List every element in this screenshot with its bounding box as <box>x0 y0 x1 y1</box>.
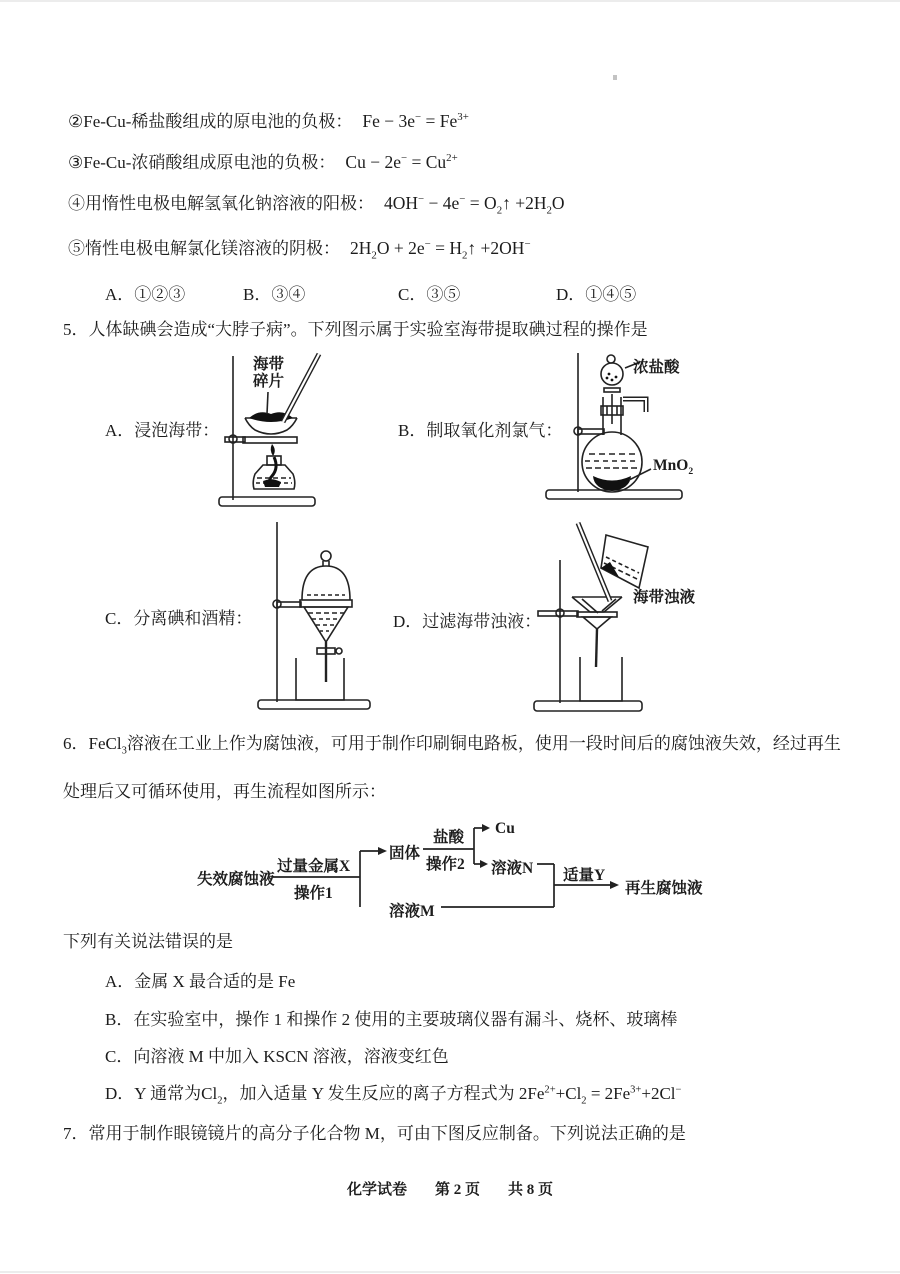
flow-node-end: 再生腐蚀液 <box>625 880 703 897</box>
kelp-suspension-label: 海带浊液 <box>633 589 696 606</box>
footer-paper-title: 化学试卷 <box>346 1182 407 1198</box>
scan-artifact-dot <box>613 75 617 80</box>
q6-intro-line2: 处理后又可循环使用，再生流程如图所示： <box>63 782 386 801</box>
statement-3-label: ③Fe-Cu-浓硝酸组成原电池的负极： <box>68 153 336 172</box>
q5-text: 5．人体缺碘会造成“大脖子病”。下列图示属于实验室海带提取碘过程的操作是 <box>63 320 648 339</box>
filtration-apparatus-svg <box>488 515 708 715</box>
flow-node-solid: 固体 <box>389 845 421 862</box>
flow-node-solution-m: 溶液M <box>389 903 435 920</box>
statement-line-3 <box>68 151 458 175</box>
q5-option-d-label: D．过滤海带浊液： <box>393 612 542 631</box>
filtration-apparatus-figure <box>488 515 708 715</box>
q4-choice-d: D．①④⑤ <box>556 285 637 304</box>
q6-question: 下列有关说法错误的是 <box>63 932 233 951</box>
statement-5-label: ⑤惰性电极电解氯化镁溶液的阴极： <box>68 239 340 258</box>
mno2-label: MnO$_2$ <box>653 457 694 478</box>
scan-edge-bottom <box>0 1271 900 1273</box>
footer-page-number: 第 2 页 <box>434 1182 480 1198</box>
statement-5-formula: $2H_2O + 2e^-$ = $H_2↑ +2OH^-$ <box>350 238 531 262</box>
statement-line-2 <box>68 110 469 134</box>
flow-edge1-bottom-label: 操作1 <box>294 885 333 902</box>
q6-option-c: C．向溶液 M 中加入 KSCN 溶液，溶液变红色 <box>105 1047 449 1066</box>
statement-line-4 <box>68 192 565 216</box>
separating-funnel-figure <box>252 522 377 714</box>
flow-node-cu: Cu <box>495 820 515 837</box>
chlorine-generator-figure <box>545 350 710 505</box>
q5-option-c-label: C．分离碘和酒精： <box>105 609 253 628</box>
flow-edge1-top-label: 过量金属X <box>277 858 351 875</box>
q7-text: 7．常用于制作眼镜镜片的高分子化合物 M，可由下图反应制备。下列说法正确的是 <box>63 1124 686 1143</box>
q6-option-d: D．Y 通常为$Cl_2$，加入适量 Y 发生反应的离子方程式为 $2Fe^{2+}+Cl_2 = 2Fe^{3+}+2Cl^-$ <box>105 1084 682 1107</box>
flow-edge2-top-label: 盐酸 <box>433 829 465 846</box>
statement-4-formula: $4OH^- - 4e^- = O_2↑ +2H_2O$ <box>384 193 565 217</box>
statement-4-label: ④用惰性电极电解氢氧化钠溶液的阳极： <box>68 194 374 213</box>
statement-3-formula: $Cu - 2e^- = Cu^{2+}$ <box>345 152 458 172</box>
q6-option-b: B．在实验室中，操作 1 和操作 2 使用的主要玻璃仪器有漏斗、烧杯、玻璃棒 <box>105 1010 678 1029</box>
flow-node-solution-n: 溶液N <box>491 860 534 877</box>
flow-edge3-top-label: 适量Y <box>563 867 606 884</box>
q6-option-a: A．金属 X 最合适的是 Fe <box>105 972 296 991</box>
q4-choice-c: C．③⑤ <box>398 285 461 304</box>
q6-intro-line1: 6．FeCl$_3$溶液在工业上作为腐蚀液，可用于制作印刷铜电路板，使用一段时间后的腐蚀液失效，经过再生 <box>63 734 841 757</box>
kelp-pieces-label: 海带 碎片 <box>253 356 285 391</box>
scan-edge-top <box>0 0 900 2</box>
statement-2-formula: $Fe - 3e^- = Fe^{3+}$ <box>362 111 469 131</box>
flow-edge2-bottom-label: 操作2 <box>426 856 465 873</box>
page-footer <box>0 1178 900 1199</box>
q4-choice-b: B．③④ <box>243 285 306 304</box>
statement-line-5 <box>68 237 531 261</box>
q5-option-a-label: A．浸泡海带： <box>105 421 220 440</box>
q4-choice-a: A．①②③ <box>105 285 186 304</box>
chlorine-generator-svg <box>545 350 710 505</box>
statement-2-label: ②Fe-Cu-稀盐酸组成的原电池的负极： <box>68 112 353 131</box>
flow-node-start: 失效腐蚀液 <box>197 871 275 888</box>
conc-hcl-label: 浓盐酸 <box>633 359 680 376</box>
regeneration-flowchart <box>193 818 713 920</box>
footer-total-pages: 共 8 页 <box>508 1182 554 1198</box>
separating-funnel-svg <box>252 522 377 714</box>
q5-option-b-label: B．制取氧化剂氯气： <box>398 421 563 440</box>
